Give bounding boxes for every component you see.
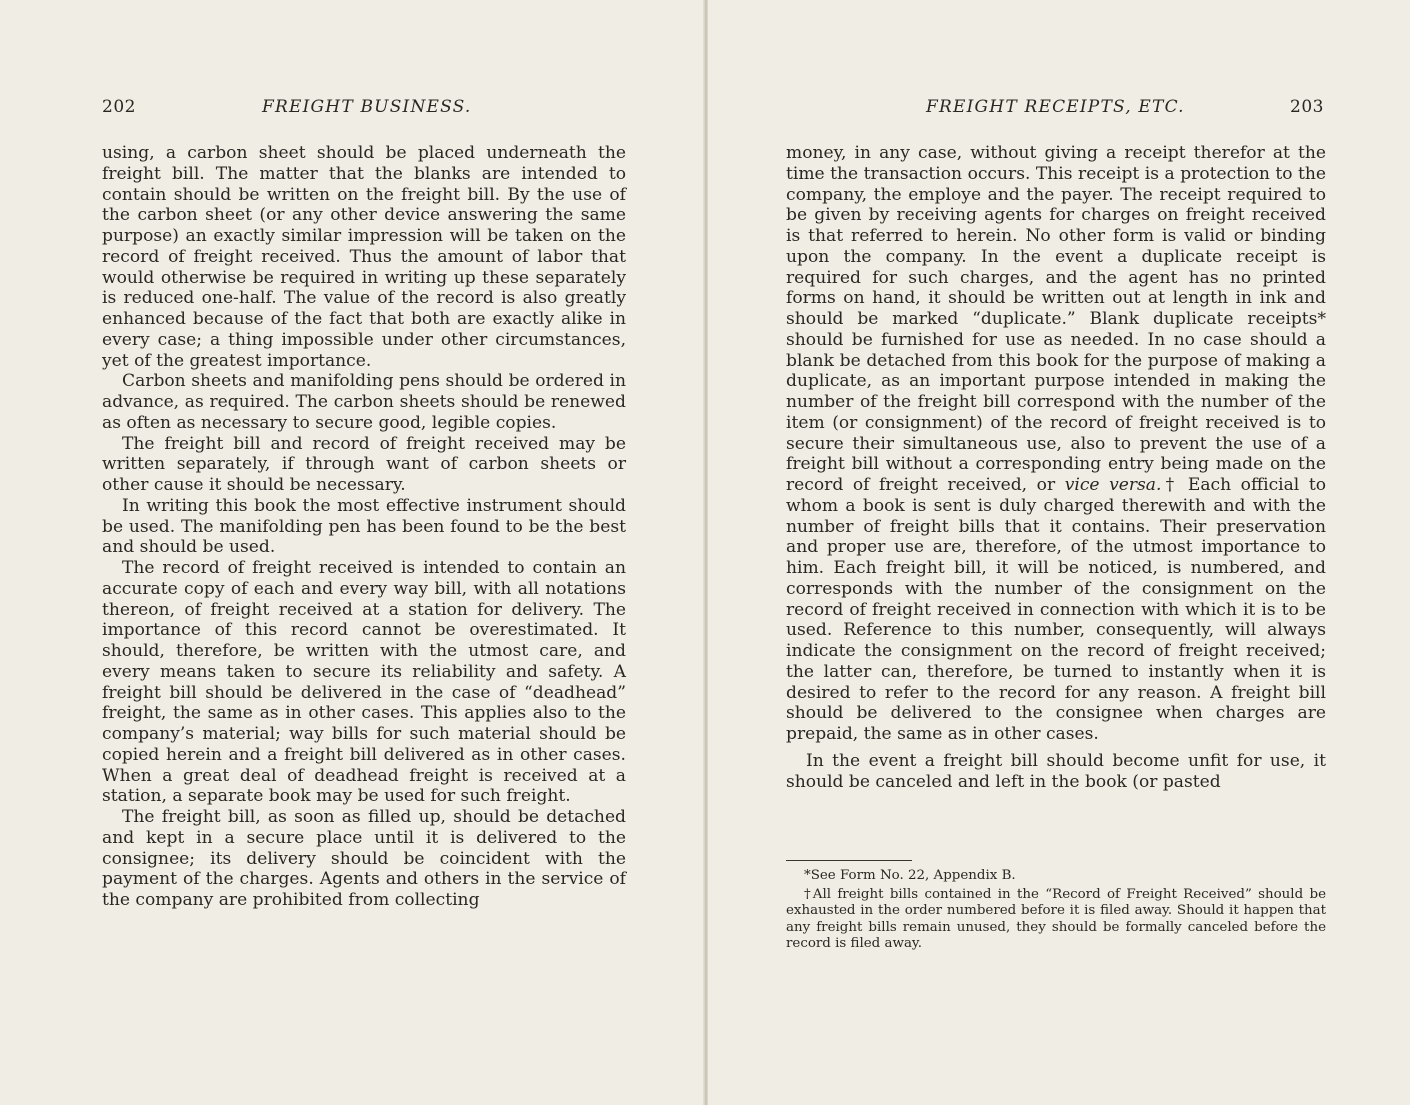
right-page-header (786, 97, 1324, 121)
footnote-mark-dagger: † (1161, 475, 1179, 495)
left-page-body (102, 143, 626, 911)
left-page-header (102, 97, 627, 121)
right-paragraph-1-part-b: should be furnished for use as needed. In no case should a blank be detached from this book for the purpose of making a duplicate, as an important purpose intended in making the number of the freight bill correspond with the number of the item (or consignment) of the record of freight received is to secure their simultaneous use, also to prevent the use of a freight bill without a corresponding entry being made on the record of freight received, or (786, 329, 1326, 495)
footnote-mark-star: * (1317, 309, 1326, 329)
left-paragraph-3: The freight bill and record of freight received may be written separately, if through want of carbon sheets or other cause it should be necessary. (102, 433, 626, 495)
right-page (708, 0, 1410, 1105)
footnote-rule (786, 860, 912, 861)
left-paragraph-4: In writing this book the most effective instrument should be used. The manifolding pen has been found to be the best and should be used. (102, 495, 626, 558)
left-page (0, 0, 704, 1105)
footnote-2: †All freight bills contained in the “Record of Freight Received” should be exhausted in the order numbered before it is filed away. Should it happen that any freight bills remain unused, they should be formally canceled before the record is filed away. (786, 886, 1326, 951)
left-page-number: 202 (102, 97, 136, 117)
left-paragraph-6: The freight bill, as soon as filled up, should be detached and kept in a secure place until it is delivered to the consignee; its delivery should be coincident with the payment of the charges. Agents and others in the service of the company are prohibited from collecting (102, 807, 626, 910)
left-paragraph-2: Carbon sheets and manifolding pens should be ordered in advance, as required. The carbon sheets should be renewed as often as necessary to secure good, legible copies. (102, 371, 626, 433)
right-running-head: FREIGHT RECEIPTS, ETC. (926, 97, 1185, 117)
right-page-body (786, 143, 1326, 792)
right-page-number: 203 (1290, 97, 1324, 117)
right-paragraph-2: In the event a freight bill should become unfit for use, it should be canceled and left in the book (or pasted (786, 750, 1326, 792)
left-paragraph-1: using, a carbon sheet should be placed underneath the freight bill. The matter that the blanks are intended to contain should be written on the freight bill. By the use of the carbon sheet (or any other device answering the same purpose) an exactly similar impression will be taken on the record of freight received. Thus the amount of labor that would otherwise be required in writing up these separately is reduced one-half. The value of the record is also greatly enhanced because of the fact that both are exactly alike in every case; a thing impossible under other circumstances, yet of the greatest importance. (102, 143, 626, 371)
right-paragraph-1-part-a: money, in any case, without giving a receipt therefor at the time the transaction occurs. This receipt is a protection to the company, the employe and the payer. The receipt required to be given by receiving agents for charges on freight received is that referred to herein. No other form is valid or binding upon the company. In the event a duplicate receipt is required for such charges, and the agent has no printed forms on hand, it should be written out at length in ink and should be marked “duplicate.” Blank duplicate receipts (786, 143, 1326, 329)
italic-vice-versa: vice versa. (1064, 475, 1162, 495)
right-paragraph-1 (786, 143, 1326, 745)
footnote-1: *See Form No. 22, Appendix B. (804, 868, 1016, 883)
left-running-head: FREIGHT BUSINESS. (262, 97, 472, 117)
right-paragraph-1-part-c: Each official to whom a book is sent is duly charged therewith and with the number of freight bills that it contains. Their preservation and proper use are, therefore, of the utmost importance to him. Each freight bill, it will be noticed, is numbered, and corresponds with the number of the consignment on the record of freight received in connection with which it is to be used. Reference to this number, consequently, will always indicate the consignment on the record of freight received; the latter can, therefore, be turned to instantly when it is desired to refer to the record for any reason. A freight bill should be delivered to the consignee when charges are prepaid, the same as in other cases. (786, 475, 1326, 744)
footnotes (786, 868, 1326, 955)
left-paragraph-5: The record of freight received is intended to contain an accurate copy of each and every way bill, with all notations thereon, of freight received at a station for delivery. The importance of this record cannot be overestimated. It should, therefore, be written with the utmost care, and every means taken to secure its reliability and safety. A freight bill should be delivered in the case of “deadhead” freight, the same as in other cases. This applies also to the company’s material; way bills for such material should be copied herein and a freight bill delivered as in other cases. When a great deal of deadhead freight is received at a station, a separate book may be used for such freight. (102, 558, 626, 807)
